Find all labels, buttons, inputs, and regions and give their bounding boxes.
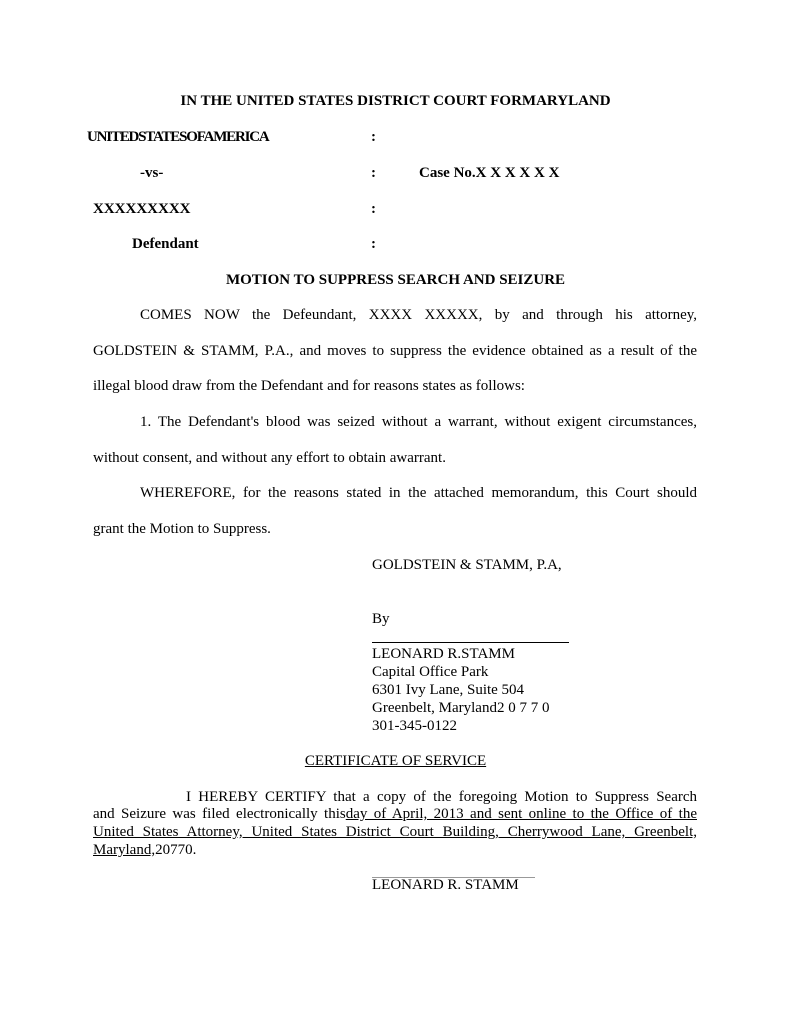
versus-label: -vs- (140, 165, 164, 181)
numbered-item: 1. The Defendant's blood was seized without a warrant, without exigent circumstances, (140, 414, 697, 430)
paragraph-line: COMES NOW the Defeundant, XXXX XXXXX, by and through his attorney, (140, 307, 697, 323)
caption-colon: : (371, 201, 376, 217)
defendant-label: Defendant (132, 236, 199, 252)
signature-line (372, 642, 569, 643)
certificate-heading: CERTIFICATE OF SERVICE (304, 753, 487, 769)
attorney-name: LEONARD R.STAMM (372, 646, 515, 662)
certificate-line: I HEREBY CERTIFY that a copy of the foregoing Motion to Suppress Search (186, 789, 697, 805)
court-caption: IN THE UNITED STATES DISTRICT COURT FORMARYLAND (180, 93, 611, 109)
certificate-text-underlined: Maryland, (93, 842, 156, 858)
certificate-line: United States Attorney, United States District Court Building, Cherrywood Lane, Greenbelt, (93, 824, 697, 840)
caption-colon: : (371, 236, 376, 252)
certificate-line (93, 842, 196, 859)
case-number: Case No.X X X X X X (419, 165, 560, 181)
phone-number: 301-345-0122 (372, 718, 457, 734)
address-line: 6301 Ivy Lane, Suite 504 (372, 682, 525, 698)
caption-colon: : (371, 165, 376, 181)
paragraph-line: grant the Motion to Suppress. (93, 521, 271, 537)
address-line: Greenbelt, Maryland2 0 7 7 0 (372, 700, 550, 716)
defendant-name: XXXXXXXXX (93, 201, 191, 217)
certificate-signer: LEONARD R. STAMM (372, 877, 519, 893)
certificate-text: and Seizure was filed electronically this (93, 806, 346, 822)
paragraph-line: illegal blood draw from the Defendant and for reasons states as follows: (93, 378, 525, 394)
firm-name: GOLDSTEIN & STAMM, P.A, (372, 557, 562, 573)
motion-title: MOTION TO SUPPRESS SEARCH AND SEIZURE (225, 272, 566, 288)
numbered-item: without consent, and without any effort to obtain awarrant. (93, 450, 446, 466)
by-label: By (372, 611, 390, 627)
caption-colon: : (371, 129, 376, 145)
certificate-line (93, 806, 697, 823)
certificate-text-underlined: day of April, 2013 and sent online to the Office of the (345, 806, 697, 822)
plaintiff-name: UNITEDSTATESOFAMERICA (87, 129, 269, 145)
address-line: Capital Office Park (372, 664, 489, 680)
certificate-text: 20770. (155, 842, 197, 858)
paragraph-line: WHEREFORE, for the reasons stated in the attached memorandum, this Court should (140, 485, 697, 501)
paragraph-line: GOLDSTEIN & STAMM, P.A., and moves to suppress the evidence obtained as a result of the (93, 343, 697, 359)
